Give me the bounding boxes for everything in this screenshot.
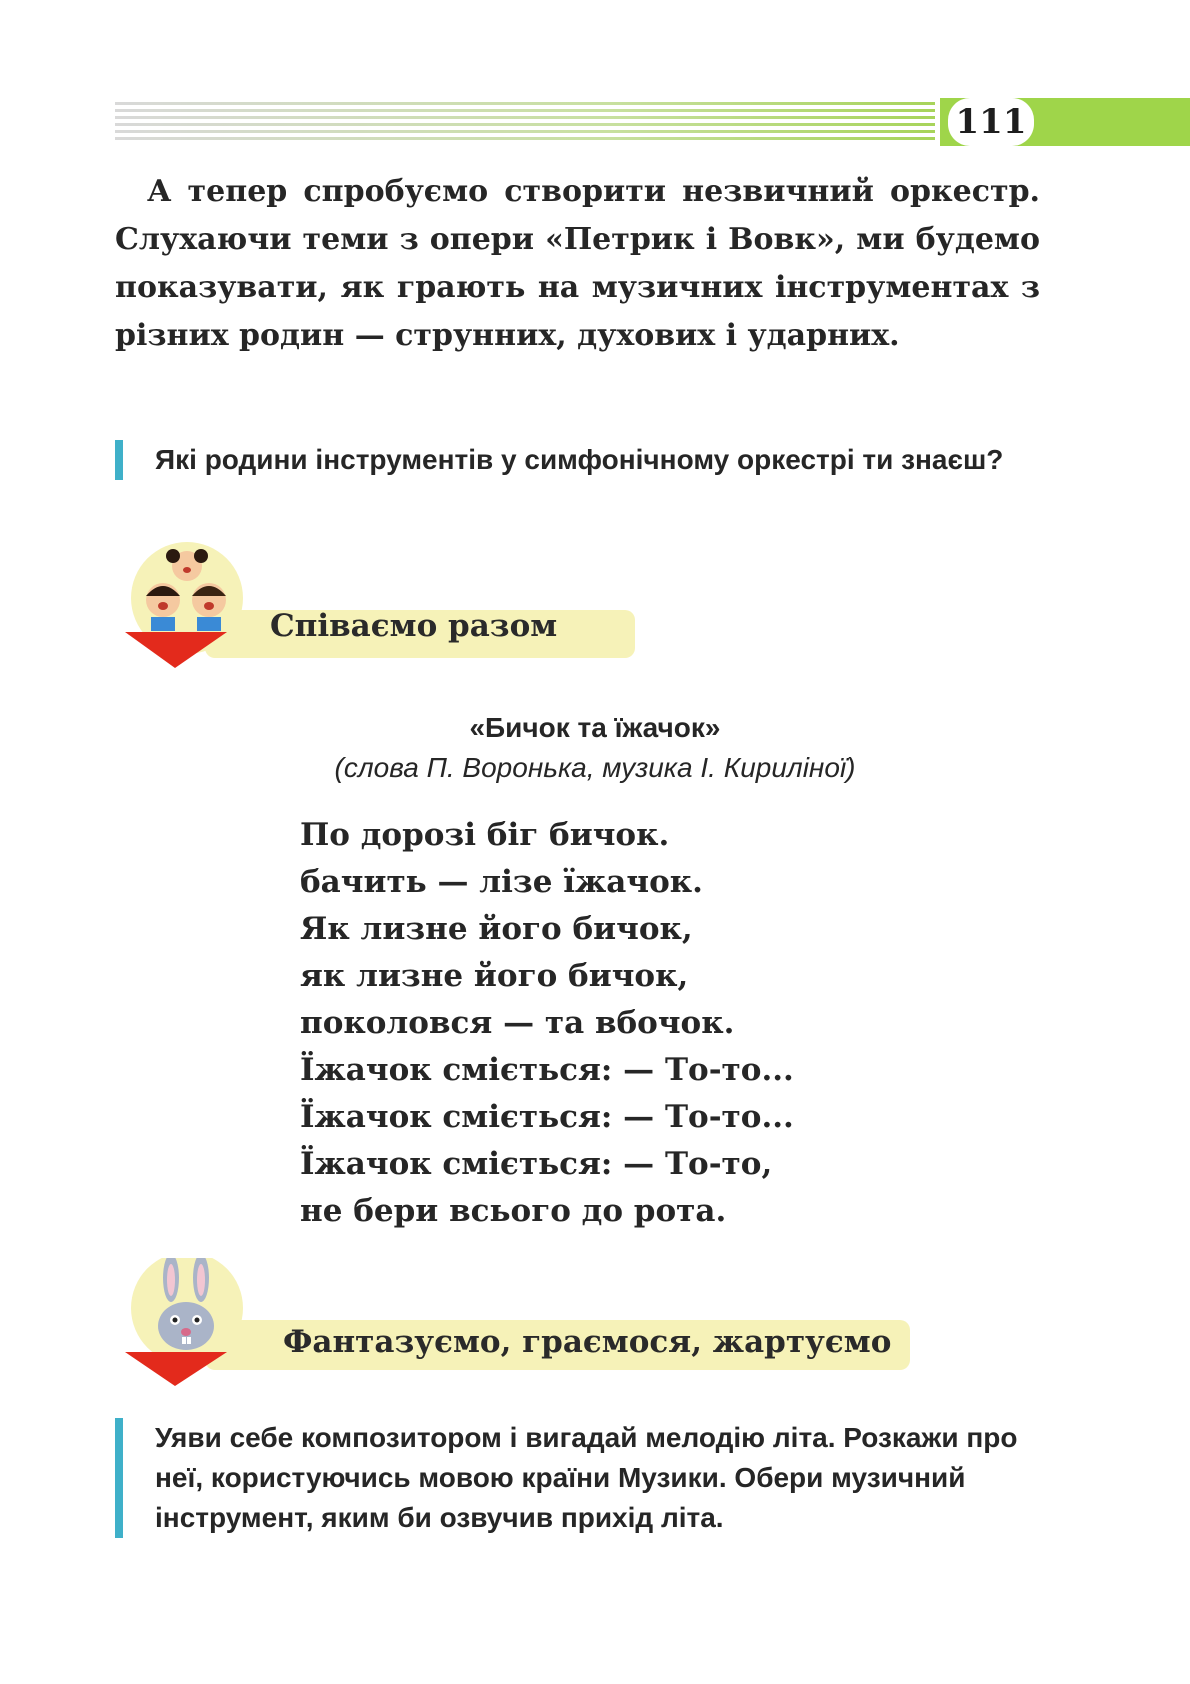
section-header-sing	[115, 540, 635, 680]
intro-text: А тепер спробуємо створити незвичний оркестр. Слухаючи теми з опери «Петрик і Вовк», ми будемо показувати, як грають на музичних інструментах з різних родин — струнних, духових і ударних.	[115, 174, 1040, 353]
section-title-fantasy: Фантазуємо, граємося, жартуємо	[283, 1324, 892, 1360]
header-stripes	[115, 100, 935, 144]
lyric-line: Їжачок сміється: — То-то,	[300, 1146, 773, 1182]
lyric-line: Їжачок сміється: — То-то...	[300, 1052, 794, 1088]
section-title-sing: Співаємо разом	[270, 608, 558, 644]
song-lyrics	[300, 812, 1000, 1235]
page-number: 111	[950, 100, 1032, 144]
song-credit: (слова П. Воронька, музика І. Кирилiної)	[334, 752, 856, 783]
song-title: «Бичок та їжачок»	[469, 712, 721, 743]
lyric-line: як лизне його бичок,	[300, 958, 689, 994]
intro-paragraph	[115, 168, 1040, 360]
lyric-line: бачить — лізе їжачок.	[300, 864, 703, 900]
question-block	[115, 440, 1035, 480]
task-block	[115, 1418, 1035, 1538]
lyric-line: По дорозі біг бичок.	[300, 817, 670, 853]
lyric-line: не бери всього до рота.	[300, 1193, 727, 1229]
section-header-fantasy	[115, 1258, 915, 1398]
lyric-line: Як лизне його бичок,	[300, 911, 693, 947]
lyric-line: Їжачок сміється: — То-то...	[300, 1099, 794, 1135]
question-text: Які родини інструментів у симфонічному оркестрі ти знаєш?	[155, 444, 1004, 475]
lyric-line: поколовся — та вбочок.	[300, 1005, 735, 1041]
task-text: Уяви себе композитором і вигадай мелодію літа. Розкажи про неї, користуючись мовою країни Музики. Обери музичний інструмент, яким би озвучив прихід літа.	[155, 1422, 1018, 1533]
